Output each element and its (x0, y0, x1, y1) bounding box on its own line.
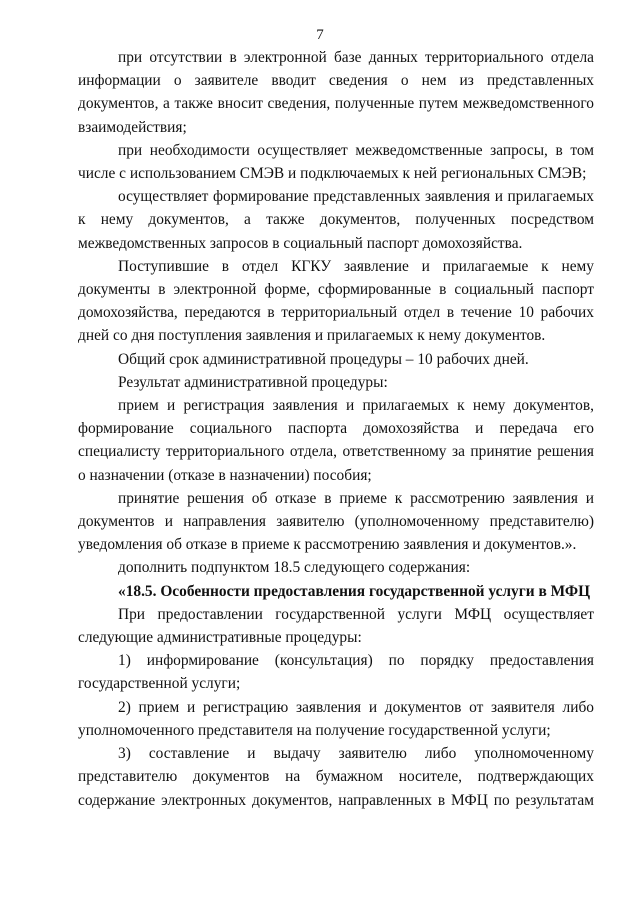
paragraph-add-subitem: дополнить подпунктом 18.5 следующего содержания: (118, 559, 471, 577)
list-item-3-paper-documents: 3) составление и выдачу заявителю либо уполномоченному представителю документов на бумажном носителе, подтверждающих содержание электронных документов, направленных в МФЦ по результатам (78, 745, 594, 809)
paragraph-social-passport-forming: осуществляет формирование представленных заявления и прилагаемых к нему документов, а также документов, полученных посредством межведомственных запросов в социальный паспорт домохозяйства. (78, 188, 594, 252)
list-item-1-informing: 1) информирование (консультация) по порядку предоставления государственной услуги; (78, 652, 594, 693)
paragraph-result-refusal: принятие решения об отказе в приеме к рассмотрению заявления и документов и направления заявителю (уполномоченному представителю) уведомления об отказе в приеме к рассмотрению заявления и документов.». (78, 489, 594, 554)
paragraph-documents-transfer: Поступившие в отдел КГКУ заявление и прилагаемые к нему документы в электронной форме, сформированные в социальный паспорт домохозяйства, передаются в территориальный отдел в течение 10 рабочих дней со дня поступления заявления и прилагаемых к нему документов. (78, 257, 594, 345)
paragraph-procedure-result: Результат административной процедуры: (118, 373, 388, 391)
page-number: 7 (316, 27, 324, 43)
list-item-2-registration: 2) прием и регистрацию заявления и документов от заявителя либо уполномоченного представителя на получение государственной услуги; (78, 698, 594, 739)
paragraph-interagency-requests: при необходимости осуществляет межведомственные запросы, в том числе с использованием СМЭВ и подключаемых к ней региональных СМЭВ; (78, 141, 594, 183)
section-heading-18-5: «18.5. Особенности предоставления государственной услуги в МФЦ (118, 582, 591, 600)
document-body (78, 46, 594, 812)
paragraph-procedure-duration: Общий срок административной процедуры – 10 рабочих дней. (118, 350, 529, 368)
paragraph-missing-applicant-info: при отсутствии в электронной базе данных территориального отдела информации о заявителе вводит сведения о нем из представленных документов, а также вносит сведения, полученные путем межведомственного взаимодействия; (78, 49, 594, 136)
paragraph-result-registration: прием и регистрация заявления и прилагаемых к нему документов, формирование социального паспорта домохозяйства и передача его специалисту территориального отдела, ответственному за принятие решения о назначении (отказе в назначении) пособия; (78, 397, 594, 484)
paragraph-mfc-procedures: При предоставлении государственной услуги МФЦ осуществляет следующие административные процедуры: (78, 605, 594, 647)
